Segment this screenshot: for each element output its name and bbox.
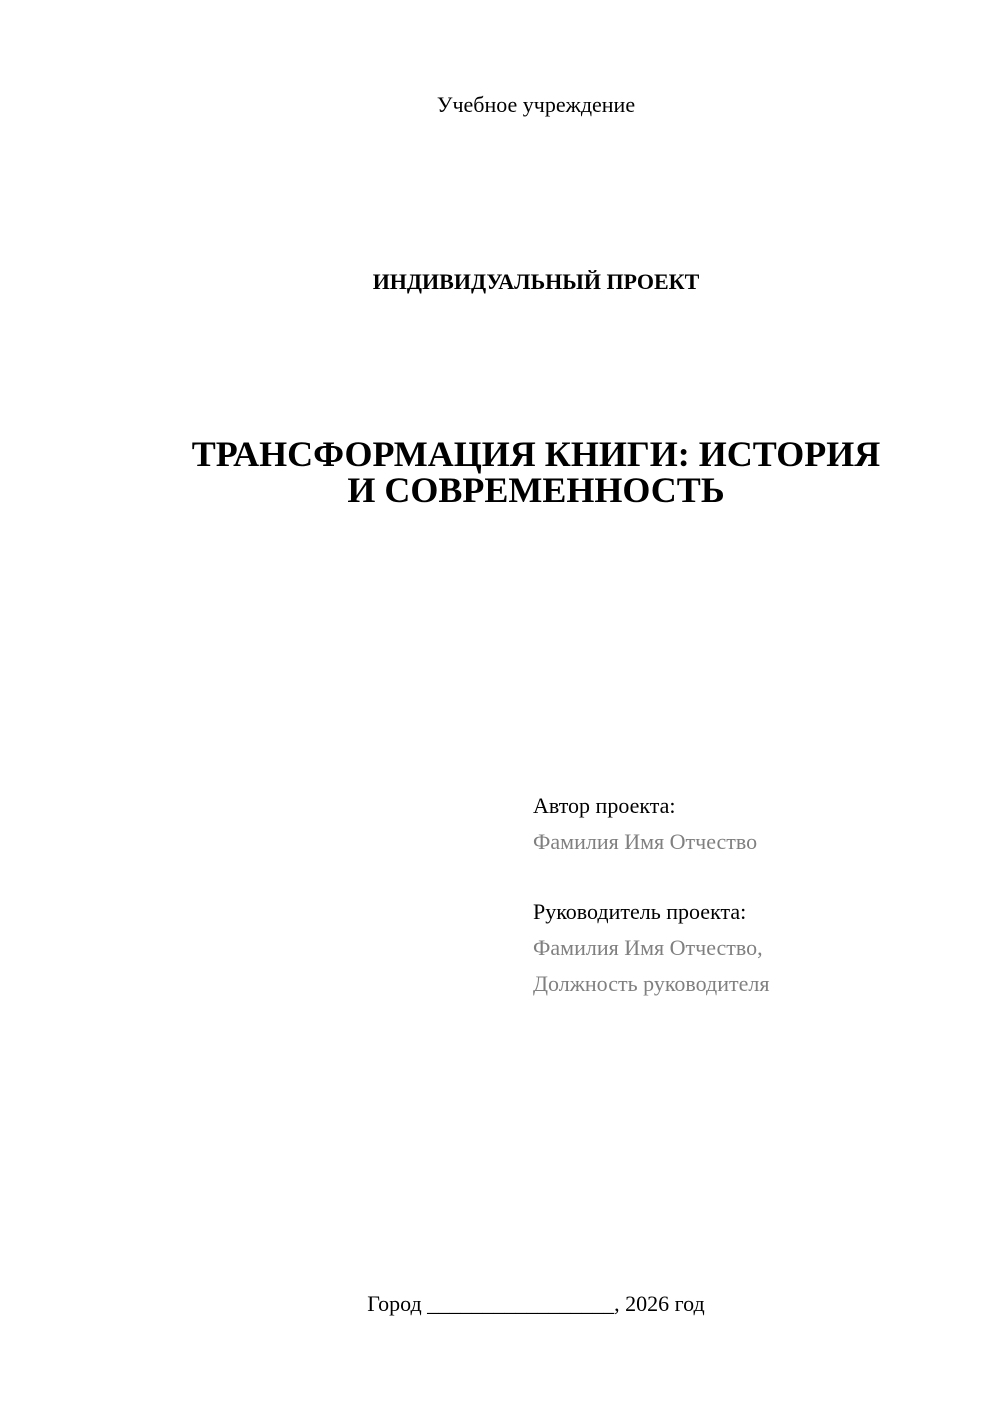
- project-title-line-1: ТРАНСФОРМАЦИЯ КНИГИ: ИСТОРИЯ: [191, 434, 881, 474]
- project-title-line-2: И СОВРЕМЕННОСТЬ: [347, 470, 725, 510]
- city-year-line: Город _________________, 2026 год: [367, 1291, 705, 1316]
- author-label: Автор проекта:: [533, 793, 676, 818]
- supervisor-label: Руководитель проекта:: [533, 899, 747, 924]
- project-type-heading: ИНДИВИДУАЛЬНЫЙ ПРОЕКТ: [372, 269, 700, 294]
- project-title: [150, 436, 922, 508]
- supervisor-position: Должность руководителя: [533, 971, 770, 996]
- credits-block: [533, 788, 973, 1002]
- institution-name: Учебное учреждение: [436, 92, 636, 117]
- supervisor-name: Фамилия Имя Отчество,: [533, 935, 763, 960]
- credits-spacer: [533, 860, 973, 894]
- author-name: Фамилия Имя Отчество: [533, 829, 758, 854]
